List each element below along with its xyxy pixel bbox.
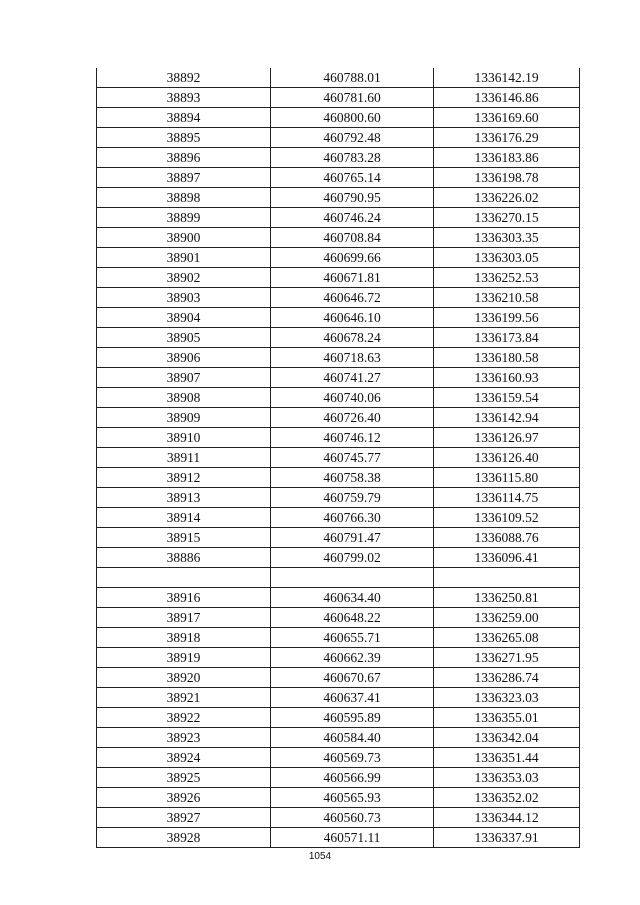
table-row [97, 548, 580, 568]
cell-point-id: 38927 [97, 808, 271, 828]
cell-y-coordinate: 1336126.97 [434, 428, 580, 448]
cell-y-coordinate: 1336303.05 [434, 248, 580, 268]
table-row [97, 308, 580, 328]
cell-x-coordinate: 460726.40 [271, 408, 434, 428]
table-row [97, 488, 580, 508]
cell-x-coordinate: 460634.40 [271, 588, 434, 608]
cell-point-id: 38920 [97, 668, 271, 688]
cell-y-coordinate: 1336337.91 [434, 828, 580, 848]
table-row [97, 168, 580, 188]
cell-x-coordinate: 460678.24 [271, 328, 434, 348]
cell-x-coordinate: 460759.79 [271, 488, 434, 508]
cell-x-coordinate: 460741.27 [271, 368, 434, 388]
cell-x-coordinate: 460708.84 [271, 228, 434, 248]
table-row [97, 208, 580, 228]
cell-y-coordinate: 1336259.00 [434, 608, 580, 628]
table-row [97, 768, 580, 788]
table-row [97, 88, 580, 108]
cell-x-coordinate: 460783.28 [271, 148, 434, 168]
table-row [97, 688, 580, 708]
table-row [97, 528, 580, 548]
table-row [97, 748, 580, 768]
cell-x-coordinate: 460648.22 [271, 608, 434, 628]
cell-x-coordinate: 460800.60 [271, 108, 434, 128]
cell-x-coordinate: 460670.67 [271, 668, 434, 688]
cell-x-coordinate: 460566.99 [271, 768, 434, 788]
cell-point-id: 38897 [97, 168, 271, 188]
cell-x-coordinate: 460745.77 [271, 448, 434, 468]
cell-y-coordinate: 1336252.53 [434, 268, 580, 288]
table-row [97, 328, 580, 348]
table-row [97, 248, 580, 268]
cell-x-coordinate: 460746.24 [271, 208, 434, 228]
cell-point-id: 38923 [97, 728, 271, 748]
cell-y-coordinate: 1336109.52 [434, 508, 580, 528]
cell-y-coordinate: 1336210.58 [434, 288, 580, 308]
cell-point-id: 38925 [97, 768, 271, 788]
cell-x-coordinate: 460788.01 [271, 68, 434, 88]
table-row [97, 108, 580, 128]
cell-x-coordinate: 460671.81 [271, 268, 434, 288]
table-row [97, 268, 580, 288]
cell-x-coordinate: 460758.38 [271, 468, 434, 488]
cell-x-coordinate [271, 568, 434, 588]
cell-point-id: 38912 [97, 468, 271, 488]
table-row [97, 128, 580, 148]
cell-point-id: 38893 [97, 88, 271, 108]
table-row [97, 428, 580, 448]
cell-point-id: 38886 [97, 548, 271, 568]
cell-point-id: 38895 [97, 128, 271, 148]
table-row [97, 628, 580, 648]
cell-x-coordinate: 460765.14 [271, 168, 434, 188]
cell-y-coordinate: 1336088.76 [434, 528, 580, 548]
cell-y-coordinate: 1336351.44 [434, 748, 580, 768]
cell-point-id: 38906 [97, 348, 271, 368]
cell-point-id: 38905 [97, 328, 271, 348]
cell-y-coordinate: 1336142.19 [434, 68, 580, 88]
cell-x-coordinate: 460781.60 [271, 88, 434, 108]
cell-y-coordinate: 1336114.75 [434, 488, 580, 508]
table-row [97, 228, 580, 248]
cell-y-coordinate: 1336265.08 [434, 628, 580, 648]
cell-point-id: 38921 [97, 688, 271, 708]
cell-point-id: 38904 [97, 308, 271, 328]
cell-point-id: 38916 [97, 588, 271, 608]
cell-point-id: 38899 [97, 208, 271, 228]
cell-y-coordinate: 1336159.54 [434, 388, 580, 408]
cell-y-coordinate: 1336342.04 [434, 728, 580, 748]
table-row [97, 448, 580, 468]
table-row [97, 408, 580, 428]
cell-y-coordinate: 1336160.93 [434, 368, 580, 388]
cell-point-id: 38896 [97, 148, 271, 168]
cell-x-coordinate: 460646.72 [271, 288, 434, 308]
cell-x-coordinate: 460569.73 [271, 748, 434, 768]
cell-y-coordinate: 1336270.15 [434, 208, 580, 228]
cell-point-id: 38928 [97, 828, 271, 848]
cell-point-id: 38918 [97, 628, 271, 648]
cell-point-id: 38919 [97, 648, 271, 668]
cell-point-id: 38917 [97, 608, 271, 628]
cell-y-coordinate: 1336173.84 [434, 328, 580, 348]
cell-y-coordinate: 1336344.12 [434, 808, 580, 828]
table-row [97, 828, 580, 848]
cell-x-coordinate: 460718.63 [271, 348, 434, 368]
cell-y-coordinate: 1336352.02 [434, 788, 580, 808]
cell-x-coordinate: 460560.73 [271, 808, 434, 828]
page-number: 1054 [308, 851, 332, 862]
cell-point-id: 38907 [97, 368, 271, 388]
cell-x-coordinate: 460740.06 [271, 388, 434, 408]
table-row [97, 148, 580, 168]
table-row [97, 508, 580, 528]
cell-y-coordinate: 1336126.40 [434, 448, 580, 468]
cell-y-coordinate: 1336169.60 [434, 108, 580, 128]
cell-x-coordinate: 460571.11 [271, 828, 434, 848]
cell-y-coordinate: 1336096.41 [434, 548, 580, 568]
cell-y-coordinate: 1336271.95 [434, 648, 580, 668]
cell-point-id: 38908 [97, 388, 271, 408]
cell-point-id: 38894 [97, 108, 271, 128]
cell-y-coordinate: 1336146.86 [434, 88, 580, 108]
cell-point-id: 38922 [97, 708, 271, 728]
cell-x-coordinate: 460565.93 [271, 788, 434, 808]
cell-y-coordinate: 1336226.02 [434, 188, 580, 208]
cell-point-id: 38910 [97, 428, 271, 448]
table-row [97, 708, 580, 728]
cell-point-id: 38924 [97, 748, 271, 768]
cell-y-coordinate: 1336250.81 [434, 588, 580, 608]
cell-y-coordinate: 1336183.86 [434, 148, 580, 168]
cell-x-coordinate: 460662.39 [271, 648, 434, 668]
table-row [97, 808, 580, 828]
cell-x-coordinate: 460646.10 [271, 308, 434, 328]
cell-x-coordinate: 460791.47 [271, 528, 434, 548]
cell-y-coordinate: 1336323.03 [434, 688, 580, 708]
cell-y-coordinate: 1336115.80 [434, 468, 580, 488]
cell-x-coordinate: 460655.71 [271, 628, 434, 648]
table-row [97, 568, 580, 588]
cell-point-id: 38900 [97, 228, 271, 248]
cell-y-coordinate: 1336198.78 [434, 168, 580, 188]
table-row [97, 368, 580, 388]
table-row [97, 788, 580, 808]
cell-y-coordinate: 1336303.35 [434, 228, 580, 248]
coordinates-table-body [97, 68, 580, 848]
cell-x-coordinate: 460746.12 [271, 428, 434, 448]
cell-point-id: 38903 [97, 288, 271, 308]
cell-x-coordinate: 460766.30 [271, 508, 434, 528]
cell-point-id [97, 568, 271, 588]
cell-y-coordinate: 1336286.74 [434, 668, 580, 688]
table-row [97, 68, 580, 88]
cell-point-id: 38911 [97, 448, 271, 468]
cell-x-coordinate: 460699.66 [271, 248, 434, 268]
cell-y-coordinate [434, 568, 580, 588]
cell-point-id: 38914 [97, 508, 271, 528]
cell-x-coordinate: 460595.89 [271, 708, 434, 728]
table-row [97, 668, 580, 688]
cell-x-coordinate: 460799.02 [271, 548, 434, 568]
cell-point-id: 38915 [97, 528, 271, 548]
cell-y-coordinate: 1336180.58 [434, 348, 580, 368]
cell-y-coordinate: 1336353.03 [434, 768, 580, 788]
coordinates-table [96, 68, 580, 848]
cell-point-id: 38913 [97, 488, 271, 508]
cell-y-coordinate: 1336355.01 [434, 708, 580, 728]
cell-point-id: 38901 [97, 248, 271, 268]
cell-point-id: 38926 [97, 788, 271, 808]
table-row [97, 588, 580, 608]
cell-y-coordinate: 1336176.29 [434, 128, 580, 148]
cell-x-coordinate: 460637.41 [271, 688, 434, 708]
table-row [97, 468, 580, 488]
table-row [97, 188, 580, 208]
cell-x-coordinate: 460790.95 [271, 188, 434, 208]
cell-point-id: 38909 [97, 408, 271, 428]
cell-y-coordinate: 1336199.56 [434, 308, 580, 328]
table-row [97, 608, 580, 628]
cell-point-id: 38898 [97, 188, 271, 208]
table-row [97, 348, 580, 368]
cell-x-coordinate: 460792.48 [271, 128, 434, 148]
cell-point-id: 38892 [97, 68, 271, 88]
cell-x-coordinate: 460584.40 [271, 728, 434, 748]
table-row [97, 648, 580, 668]
cell-y-coordinate: 1336142.94 [434, 408, 580, 428]
table-row [97, 388, 580, 408]
cell-point-id: 38902 [97, 268, 271, 288]
table-row [97, 288, 580, 308]
table-row [97, 728, 580, 748]
